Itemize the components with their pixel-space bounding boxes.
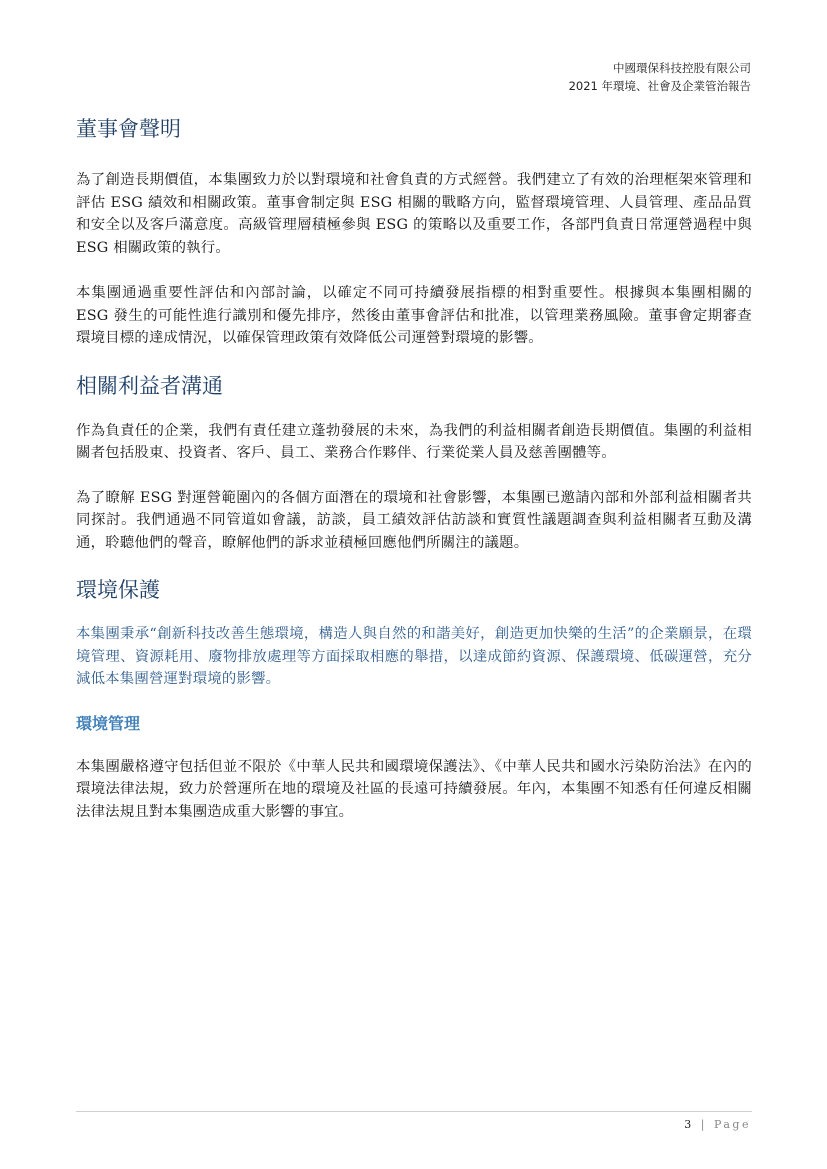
section-title-stakeholder-communication: 相關利益者溝通 [76,373,223,398]
stakeholder-paragraph-2: 為了瞭解 ESG 對運營範圍內的各個方面潛在的環境和社會影響，本集團已邀請內部和外部利益相關者共同探討。我們通過不同管道如會議，訪談，員工績效評估訪談和實質性議題調查與利益相關者互動及溝通，聆聽他們的聲音，瞭解他們的訴求並積極回應他們所關注的議題。 [76,489,752,551]
page-footer [684,1118,751,1131]
page-label: Page [713,1118,751,1131]
page-number: 3 [684,1118,693,1131]
footer-divider [76,1111,752,1112]
page-header [569,59,751,95]
subsection-title-environmental-management: 環境管理 [76,713,141,733]
header-company: 中國環保科技控股有限公司 [613,61,751,75]
footer-separator: | [700,1118,706,1131]
header-report-title: 2021 年環境、社會及企業管治報告 [568,79,751,93]
section-title-environmental-protection: 環境保護 [76,578,160,602]
page-content [76,112,752,823]
board-statement-paragraph-1: 為了創造長期價值，本集團致力於以對環境和社會負責的方式經營。我們建立了有效的治理框架來管理和評估 ESG 績效和相關政策。董事會制定與 ESG 相關的戰略方向，監督環境管理、人員管理、產品品質和安全以及客戶滿意度。高級管理層積極參與 ESG 的策略以及重要工作，各部門負責日常運營過程中與 ESG 相關政策的執行。 [76,172,752,256]
section-title-board-statement: 董事會聲明 [76,117,181,141]
environmental-protection-paragraph: 本集團秉承“創新科技改善生態環境，構造人與自然的和諧美好，創造更加快樂的生活”的企業願景，在環境管理、資源耗用、廢物排放處理等方面採取相應的舉措，以達成節約資源、保護環境、低碳運營，充分減低本集團營運對環境的影響。 [76,626,752,687]
board-statement-paragraph-2: 本集團通過重要性評估和內部討論，以確定不同可持續發展指標的相對重要性。根據與本集團相關的 ESG 發生的可能性進行識別和優先排序，然後由董事會評估和批准，以管理業務風險。董事會定期審查環境目標的達成情況，以確保管理政策有效降低公司運營對環境的影響。 [76,285,752,346]
environmental-management-paragraph: 本集團嚴格遵守包括但並不限於《中華人民共和國環境保護法》、《中華人民共和國水污染防治法》在內的環境法律法規，致力於營運所在地的環境及社區的長遠可持續發展。年內，本集團不知悉有任何違反相關法律法規且對本集團造成重大影響的事宜。 [76,758,752,820]
stakeholder-paragraph-1: 作為負責任的企業，我們有責任建立蓬勃發展的未來，為我們的利益相關者創造長期價值。集團的利益相關者包括股東、投資者、客戶、員工、業務合作夥伴、行業從業人員及慈善團體等。 [76,422,752,461]
